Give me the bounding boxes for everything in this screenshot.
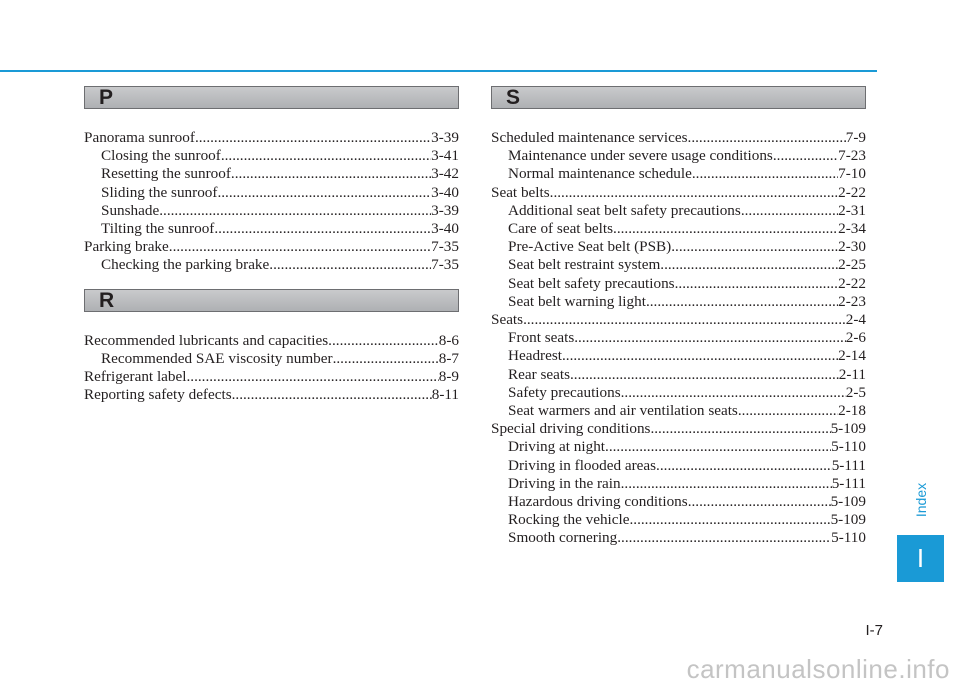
- index-entry: Scheduled maintenance services. ..... 7-9: [491, 129, 866, 147]
- index-subentry: Seat belt restraint system. ..... 2-25: [491, 256, 866, 274]
- index-subentry: Maintenance under severe usage conditions ..... 7-23: [491, 147, 866, 165]
- index-subentry: Sliding the sunroof ..... 3-40: [84, 184, 459, 202]
- index-entry: Seats ..... 2-4: [491, 311, 866, 329]
- page-number: I-7: [865, 622, 883, 639]
- index-subentry: Headrest ..... 2-14: [491, 347, 866, 365]
- watermark: carmanualsonline.info: [686, 654, 950, 684]
- index-entry: Reporting safety defects. ..... 8-11: [84, 386, 459, 404]
- section-letter: S: [506, 86, 521, 109]
- index-subentry: Closing the sunroof ..... 3-41: [84, 147, 459, 165]
- index-subentry: Safety precautions ..... 2-5: [491, 384, 866, 402]
- index-column-right: [491, 86, 866, 548]
- index-column-left: [84, 86, 459, 404]
- index-subentry: Resetting the sunroof. ..... 3-42: [84, 165, 459, 183]
- index-subentry: Seat belt warning light ..... 2-23: [491, 293, 866, 311]
- section-s-entries: [491, 129, 866, 548]
- index-entry: Seat belts ..... 2-22: [491, 184, 866, 202]
- section-letter: P: [99, 86, 114, 109]
- section-header-r: [84, 289, 459, 312]
- index-entry: Recommended lubricants and capacities ..... 8-6: [84, 332, 459, 350]
- index-subentry: Driving in the rain ..... 5-111: [491, 475, 866, 493]
- index-subentry: Sunshade. ..... 3-39: [84, 202, 459, 220]
- index-subentry: Tilting the sunroof ..... 3-40: [84, 220, 459, 238]
- section-header-p: [84, 86, 459, 109]
- index-subentry: Hazardous driving conditions ..... 5-109: [491, 493, 866, 511]
- index-entry: Refrigerant label ..... 8-9: [84, 368, 459, 386]
- index-subentry: Front seats ..... 2-6: [491, 329, 866, 347]
- index-side-tab: I: [897, 535, 944, 582]
- section-r-entries: [84, 332, 459, 405]
- index-subentry: Additional seat belt safety precautions ..... 2-31: [491, 202, 866, 220]
- index-subentry: Seat warmers and air ventilation seats ..... 2-18: [491, 402, 866, 420]
- index-subentry: Care of seat belts ..... 2-34: [491, 220, 866, 238]
- index-side-label: [908, 470, 934, 530]
- index-subentry: Pre-Active Seat belt (PSB) ..... 2-30: [491, 238, 866, 256]
- section-letter: R: [99, 288, 115, 312]
- index-entry: Special driving conditions ..... 5-109: [491, 420, 866, 438]
- index-subentry: Recommended SAE viscosity number ..... 8-7: [84, 350, 459, 368]
- index-subentry: Driving at night ..... 5-110: [491, 438, 866, 456]
- index-entry: Parking brake ..... 7-35: [84, 238, 459, 256]
- section-p-entries: [84, 129, 459, 275]
- side-label-text: Index: [913, 482, 929, 518]
- top-rule: [0, 70, 877, 72]
- index-subentry: Driving in flooded areas ..... 5-111: [491, 457, 866, 475]
- index-subentry: Rocking the vehicle ..... 5-109: [491, 511, 866, 529]
- section-header-s: [491, 86, 866, 109]
- index-subentry: Smooth cornering ..... 5-110: [491, 529, 866, 547]
- index-subentry: Normal maintenance schedule ..... 7-10: [491, 165, 866, 183]
- index-subentry: Checking the parking brake ..... 7-35: [84, 256, 459, 274]
- index-entry: Panorama sunroof ..... 3-39: [84, 129, 459, 147]
- index-subentry: Rear seats ..... 2-11: [491, 366, 866, 384]
- index-subentry: Seat belt safety precautions ..... 2-22: [491, 275, 866, 293]
